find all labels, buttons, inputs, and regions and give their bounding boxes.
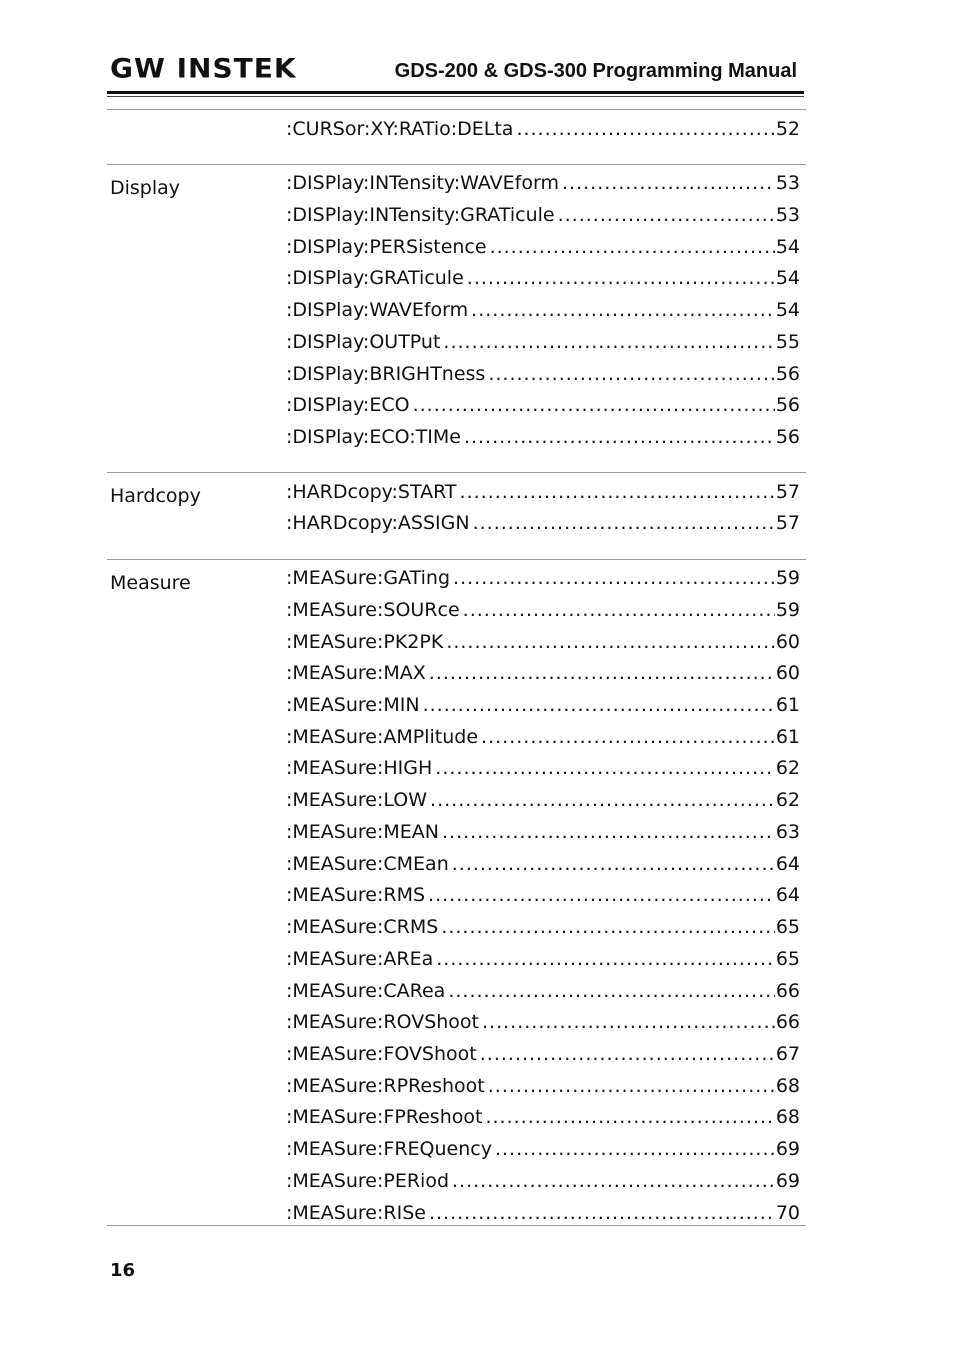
section-label-measure: Measure — [110, 572, 191, 594]
toc-entry[interactable] — [286, 947, 800, 971]
toc-page: 65 — [775, 916, 800, 938]
section-divider — [107, 109, 806, 110]
toc-command: :MEASure:MEAN — [286, 821, 439, 843]
toc-entry[interactable] — [286, 298, 800, 322]
toc-entry[interactable] — [286, 661, 800, 685]
toc-command: :MEASure:RPReshoot — [286, 1075, 485, 1097]
toc-page: 60 — [775, 631, 800, 653]
dot-leader — [423, 693, 775, 717]
section-label-hardcopy: Hardcopy — [110, 485, 201, 507]
toc-command: :MEASure:CARea — [286, 980, 446, 1002]
toc-page: 62 — [775, 789, 800, 811]
dot-leader — [446, 630, 775, 654]
toc-page: 54 — [775, 236, 800, 258]
dot-leader — [430, 788, 775, 812]
toc-command: :MEASure:HIGH — [286, 757, 433, 779]
dot-leader — [428, 883, 775, 907]
header-rule-thick — [107, 91, 804, 94]
toc-command: :MEASure:RISe — [286, 1202, 426, 1224]
toc-page: 59 — [775, 567, 800, 589]
dot-leader — [453, 566, 775, 590]
dot-leader — [485, 1105, 774, 1129]
toc-page: 53 — [775, 172, 800, 194]
dot-leader — [441, 915, 775, 939]
toc-page: 60 — [775, 662, 800, 684]
dot-leader — [482, 1010, 775, 1034]
toc-page: 68 — [775, 1075, 800, 1097]
toc-entry[interactable] — [286, 915, 800, 939]
header-rule-thin — [107, 96, 804, 97]
toc-page: 57 — [775, 512, 800, 534]
toc-command: :DISPlay:WAVEform — [286, 299, 469, 321]
toc-entry[interactable] — [286, 598, 800, 622]
toc-page: 66 — [775, 980, 800, 1002]
toc-page: 63 — [775, 821, 800, 843]
toc-command: :MEASure:FOVShoot — [286, 1043, 477, 1065]
toc-page: 53 — [775, 204, 800, 226]
toc-entry[interactable] — [286, 1201, 800, 1225]
dot-leader — [558, 203, 775, 227]
toc-page: 56 — [775, 363, 800, 385]
toc-page: 70 — [775, 1202, 800, 1224]
toc-entry[interactable] — [286, 1169, 800, 1193]
toc-command: :MEASure:SOURce — [286, 599, 460, 621]
toc-entry[interactable] — [286, 566, 800, 590]
dot-leader — [448, 979, 774, 1003]
toc-command: :MEASure:PERiod — [286, 1170, 450, 1192]
toc-entry[interactable] — [286, 480, 800, 504]
toc-command: :DISPlay:GRATicule — [286, 267, 464, 289]
toc-entry[interactable] — [286, 979, 800, 1003]
section-label-display: Display — [110, 177, 181, 199]
toc-command: :MEASure:FREQuency — [286, 1138, 492, 1160]
dot-leader — [429, 661, 775, 685]
toc-page: 54 — [775, 267, 800, 289]
dot-leader — [442, 820, 775, 844]
toc-command: :MEASure:CRMS — [286, 916, 439, 938]
toc-entry[interactable] — [286, 788, 800, 812]
toc-command: :MEASure:LOW — [286, 789, 428, 811]
toc-entry[interactable] — [286, 1010, 800, 1034]
toc-entry[interactable] — [286, 1105, 800, 1129]
dot-leader — [481, 725, 775, 749]
toc-command: :DISPlay:INTensity:GRATicule — [286, 204, 555, 226]
dot-leader — [495, 1137, 775, 1161]
dot-leader — [471, 298, 775, 322]
toc-command: :MEASure:FPReshoot — [286, 1106, 483, 1128]
toc-page: 61 — [775, 694, 800, 716]
toc-page: 52 — [775, 118, 800, 140]
toc-page: 66 — [775, 1011, 800, 1033]
toc-page: 64 — [775, 884, 800, 906]
toc-page: 56 — [775, 394, 800, 416]
toc-entry[interactable] — [286, 425, 800, 449]
gw-instek-logo — [110, 53, 297, 83]
toc-command: :DISPlay:ECO — [286, 394, 410, 416]
toc-command: :MEASure:CMEan — [286, 853, 449, 875]
toc-command: :DISPlay:INTensity:WAVEform — [286, 172, 559, 194]
logo-text: GW INSTEK — [110, 52, 297, 84]
toc-command: :DISPlay:PERSistence — [286, 236, 487, 258]
dot-leader — [452, 1169, 775, 1193]
toc-page: 65 — [775, 948, 800, 970]
toc-entry[interactable] — [286, 1137, 800, 1161]
dot-leader — [435, 756, 775, 780]
dot-leader — [516, 117, 774, 141]
dot-leader — [429, 1201, 775, 1225]
toc-entry[interactable] — [286, 235, 800, 259]
toc-page: 68 — [775, 1106, 800, 1128]
toc-entry[interactable] — [286, 117, 800, 141]
toc-entry[interactable] — [286, 330, 800, 354]
dot-leader — [413, 393, 775, 417]
dot-leader — [488, 362, 774, 386]
toc-entry[interactable] — [286, 203, 800, 227]
toc-page: 55 — [775, 331, 800, 353]
toc-command: :MEASure:MIN — [286, 694, 420, 716]
toc-page: 64 — [775, 853, 800, 875]
toc-page: 59 — [775, 599, 800, 621]
toc-entry[interactable] — [286, 693, 800, 717]
toc-command: :DISPlay:OUTPut — [286, 331, 441, 353]
toc-page: 62 — [775, 757, 800, 779]
toc-command: :MEASure:ROVShoot — [286, 1011, 480, 1033]
toc-page: 69 — [775, 1138, 800, 1160]
toc-page: 61 — [775, 726, 800, 748]
section-divider — [107, 164, 806, 165]
toc-command: :DISPlay:BRIGHTness — [286, 363, 486, 385]
dot-leader — [488, 1074, 775, 1098]
toc-page: 54 — [775, 299, 800, 321]
toc-page: 67 — [775, 1043, 800, 1065]
toc-page: 57 — [775, 481, 800, 503]
toc-command: :CURSor:XY:RATio:DELta — [286, 118, 514, 140]
toc-entry[interactable] — [286, 725, 800, 749]
toc-command: :MEASure:RMS — [286, 884, 426, 906]
toc-entry[interactable] — [286, 362, 800, 386]
toc-entry[interactable] — [286, 756, 800, 780]
toc-entry[interactable] — [286, 630, 800, 654]
dot-leader — [452, 852, 775, 876]
toc-entry[interactable] — [286, 1042, 800, 1066]
dot-leader — [460, 480, 775, 504]
dot-leader — [443, 330, 774, 354]
dot-leader — [436, 947, 775, 971]
toc-command: :MEASure:PK2PK — [286, 631, 444, 653]
manual-title: GDS-200 & GDS-300 Programming Manual — [394, 60, 797, 82]
dot-leader — [467, 266, 775, 290]
dot-leader — [490, 235, 775, 259]
toc-page: 69 — [775, 1170, 800, 1192]
toc-entry[interactable] — [286, 820, 800, 844]
section-divider — [107, 1225, 806, 1226]
dot-leader — [464, 425, 775, 449]
toc-command: :MEASure:MAX — [286, 662, 426, 684]
section-divider — [107, 472, 806, 473]
toc-entry[interactable] — [286, 852, 800, 876]
toc-command: :HARDcopy:START — [286, 481, 457, 503]
toc-entry[interactable] — [286, 1074, 800, 1098]
toc-entry[interactable] — [286, 266, 800, 290]
toc-command: :MEASure:AREa — [286, 948, 434, 970]
toc-entry[interactable] — [286, 883, 800, 907]
page-number: 16 — [110, 1260, 136, 1281]
toc-entry[interactable] — [286, 171, 800, 195]
toc-command: :MEASure:AMPlitude — [286, 726, 479, 748]
toc-entry[interactable] — [286, 393, 800, 417]
toc-command: :DISPlay:ECO:TIMe — [286, 426, 461, 448]
dot-leader — [562, 171, 775, 195]
toc-page: 56 — [775, 426, 800, 448]
toc-command: :HARDcopy:ASSIGN — [286, 512, 470, 534]
dot-leader — [463, 598, 775, 622]
dot-leader — [473, 511, 775, 535]
toc-entry[interactable] — [286, 511, 800, 535]
toc-command: :MEASure:GATing — [286, 567, 451, 589]
dot-leader — [480, 1042, 775, 1066]
section-divider — [107, 559, 806, 560]
